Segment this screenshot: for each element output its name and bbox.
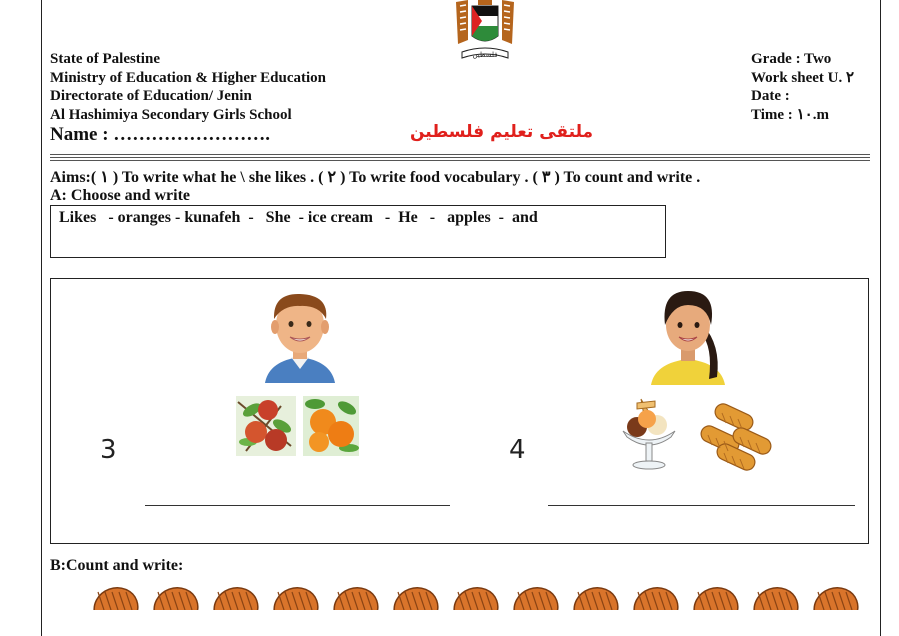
- header-line-school: Al Hashimiya Secondary Girls School: [50, 106, 292, 123]
- girl-image: [647, 285, 729, 385]
- palestine-emblem: [450, 0, 520, 64]
- picture-box: [50, 278, 869, 544]
- header-line-state: State of Palestine: [50, 51, 160, 67]
- forum-watermark: ملتقى تعليم فلسطين: [410, 122, 594, 142]
- worksheet-label: Work sheet U. ٢: [751, 69, 855, 86]
- section-b-title: B:Count and write:: [50, 557, 184, 574]
- almond-icon: [508, 582, 563, 610]
- item-number-4: 4: [509, 435, 526, 465]
- header-line-directorate: Directorate of Education/ Jenin: [50, 88, 252, 104]
- almond-icon: [268, 582, 323, 610]
- emblem-caption: فلسطين: [472, 51, 498, 59]
- boy-image: [257, 287, 343, 383]
- almond-icon: [688, 582, 743, 610]
- almond-icon: [388, 582, 443, 610]
- answer-line-3[interactable]: [145, 505, 450, 506]
- divider-rule: [50, 157, 870, 158]
- almond-icon: [328, 582, 383, 610]
- almond-icon: [90, 582, 144, 610]
- time-label: Time : ١٠.m: [751, 106, 829, 123]
- school-info: [50, 50, 326, 124]
- almond-icon: [148, 582, 203, 610]
- item-number-3: 3: [100, 435, 117, 465]
- divider-rule: [50, 154, 870, 155]
- word-bank-box: [50, 205, 666, 258]
- kunafeh-image: [696, 403, 778, 477]
- almond-icon: [448, 582, 503, 610]
- almonds-row: [90, 580, 870, 610]
- apples-image: [236, 396, 296, 456]
- ice-cream-image: [619, 397, 679, 473]
- almond-icon: [628, 582, 683, 610]
- header-line-ministry: Ministry of Education & Higher Education: [50, 69, 326, 86]
- divider-rule: [50, 160, 870, 161]
- word-bank: Likes - oranges - kunafeh - She - ice cream - He - apples - and: [59, 209, 538, 226]
- almond-icon: [808, 582, 863, 610]
- almond-icon: [208, 582, 263, 610]
- name-field[interactable]: Name : …………………….: [50, 124, 271, 145]
- almond-icon: [748, 582, 803, 610]
- date-label: Date :: [751, 88, 790, 104]
- worksheet-info: [751, 50, 854, 124]
- almond-icon: [568, 582, 623, 610]
- section-a-title: A: Choose and write: [50, 187, 190, 204]
- oranges-image: [303, 396, 359, 456]
- answer-line-4[interactable]: [548, 505, 855, 506]
- grade-label: Grade : Two: [751, 51, 832, 67]
- aims-text: Aims:( ١ ) To write what he \ she likes . ( ٢ ) To write food vocabulary . ( ٣ ) To count and write .: [50, 169, 701, 186]
